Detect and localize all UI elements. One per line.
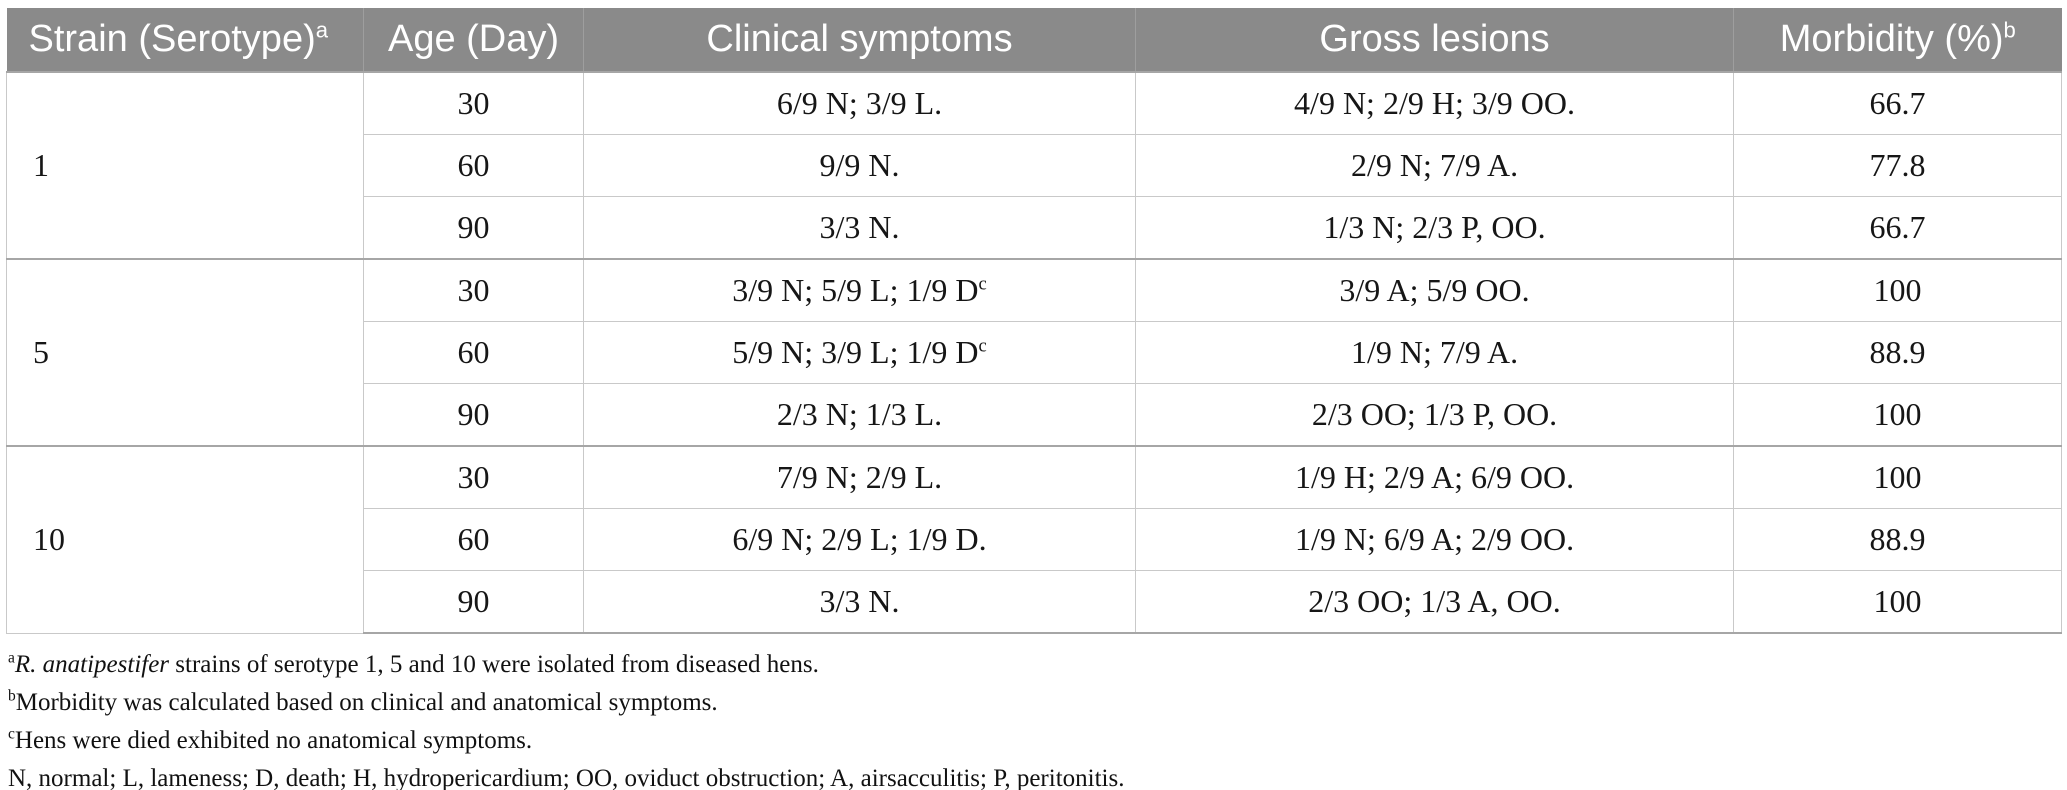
clinical-text: 3/9 N; 5/9 L; 1/9 D xyxy=(732,272,979,308)
morbidity-cell: 88.9 xyxy=(1734,509,2062,571)
morbidity-cell: 100 xyxy=(1734,384,2062,447)
age-cell: 60 xyxy=(364,322,584,384)
footnote-marker: c xyxy=(8,725,15,743)
age-cell: 60 xyxy=(364,509,584,571)
clinical-cell xyxy=(584,384,1136,447)
strain-cell: 5 xyxy=(7,259,364,446)
footnotes xyxy=(6,646,2061,790)
clinical-cell xyxy=(584,571,1136,634)
clinical-sup: c xyxy=(978,273,987,295)
header-strain-sup: a xyxy=(315,17,328,43)
gross-cell: 2/9 N; 7/9 A. xyxy=(1136,135,1734,197)
clinical-cell xyxy=(584,322,1136,384)
clinical-text: 3/3 N. xyxy=(819,583,900,619)
footnote-c xyxy=(8,722,2061,760)
morbidity-cell: 100 xyxy=(1734,571,2062,634)
clinical-text: 7/9 N; 2/9 L. xyxy=(776,459,943,495)
clinical-text: 9/9 N. xyxy=(819,147,900,183)
strain-cell: 1 xyxy=(7,72,364,259)
header-morbidity xyxy=(1734,8,2062,72)
footnote-marker: b xyxy=(8,687,16,705)
gross-cell: 3/9 A; 5/9 OO. xyxy=(1136,259,1734,322)
footnote-abbreviations xyxy=(8,760,2061,790)
age-cell: 90 xyxy=(364,197,584,260)
age-cell: 90 xyxy=(364,384,584,447)
clinical-text: 6/9 N; 3/9 L. xyxy=(776,85,943,121)
header-clinical-label: Clinical symptoms xyxy=(706,18,1013,60)
clinical-cell xyxy=(584,135,1136,197)
age-cell: 90 xyxy=(364,571,584,634)
age-cell: 30 xyxy=(364,259,584,322)
footnote-b xyxy=(8,684,2061,722)
morbidity-cell: 77.8 xyxy=(1734,135,2062,197)
footnote-marker: a xyxy=(8,649,15,667)
morbidity-cell: 100 xyxy=(1734,259,2062,322)
morbidity-cell: 88.9 xyxy=(1734,322,2062,384)
clinical-sup: c xyxy=(978,335,987,357)
strain-cell: 10 xyxy=(7,446,364,633)
clinical-cell xyxy=(584,509,1136,571)
footnote-text: Hens were died exhibited no anatomical symptoms. xyxy=(14,727,533,754)
clinical-cell xyxy=(584,72,1136,135)
footnote-text: Morbidity was calculated based on clinical and anatomical symptoms. xyxy=(15,689,718,716)
clinical-text: 3/3 N. xyxy=(819,209,900,245)
age-cell: 30 xyxy=(364,446,584,509)
gross-cell: 1/9 H; 2/9 A; 6/9 OO. xyxy=(1136,446,1734,509)
header-morbidity-sup: b xyxy=(2003,17,2016,43)
morbidity-cell: 100 xyxy=(1734,446,2062,509)
morbidity-cell: 66.7 xyxy=(1734,72,2062,135)
age-cell: 30 xyxy=(364,72,584,135)
header-strain-label: Strain (Serotype) xyxy=(28,18,316,60)
gross-cell: 2/3 OO; 1/3 P, OO. xyxy=(1136,384,1734,447)
clinical-text: 5/9 N; 3/9 L; 1/9 D xyxy=(732,334,979,370)
footnote-text: N, normal; L, lameness; D, death; H, hydropericardium; OO, oviduct obstruction; A, airsacculitis; P, peritonitis. xyxy=(8,765,1125,790)
footnote-a xyxy=(8,646,2061,684)
footnote-species-name: R. anatipestifer xyxy=(14,651,170,678)
age-cell: 60 xyxy=(364,135,584,197)
clinical-cell xyxy=(584,197,1136,260)
clinical-text: 6/9 N; 2/9 L; 1/9 D. xyxy=(732,521,987,557)
gross-cell: 1/9 N; 7/9 A. xyxy=(1136,322,1734,384)
header-strain xyxy=(7,8,364,72)
table-header xyxy=(7,8,2062,72)
footnote-text: strains of serotype 1, 5 and 10 were isolated from diseased hens. xyxy=(169,651,819,678)
morbidity-table xyxy=(6,8,2062,634)
table-row xyxy=(7,446,2062,509)
gross-cell: 2/3 OO; 1/3 A, OO. xyxy=(1136,571,1734,634)
header-morbidity-label: Morbidity (%) xyxy=(1779,18,2004,60)
header-gross-label: Gross lesions xyxy=(1319,18,1550,60)
clinical-text: 2/3 N; 1/3 L. xyxy=(776,396,943,432)
gross-cell: 1/9 N; 6/9 A; 2/9 OO. xyxy=(1136,509,1734,571)
clinical-cell xyxy=(584,446,1136,509)
gross-cell: 1/3 N; 2/3 P, OO. xyxy=(1136,197,1734,260)
table-row xyxy=(7,72,2062,135)
header-gross xyxy=(1136,8,1734,72)
table-row xyxy=(7,259,2062,322)
header-row xyxy=(7,8,2062,72)
header-clinical xyxy=(584,8,1136,72)
header-age-label: Age (Day) xyxy=(387,18,560,60)
header-age xyxy=(364,8,584,72)
morbidity-cell: 66.7 xyxy=(1734,197,2062,260)
clinical-cell xyxy=(584,259,1136,322)
table-body xyxy=(7,72,2062,633)
gross-cell: 4/9 N; 2/9 H; 3/9 OO. xyxy=(1136,72,1734,135)
